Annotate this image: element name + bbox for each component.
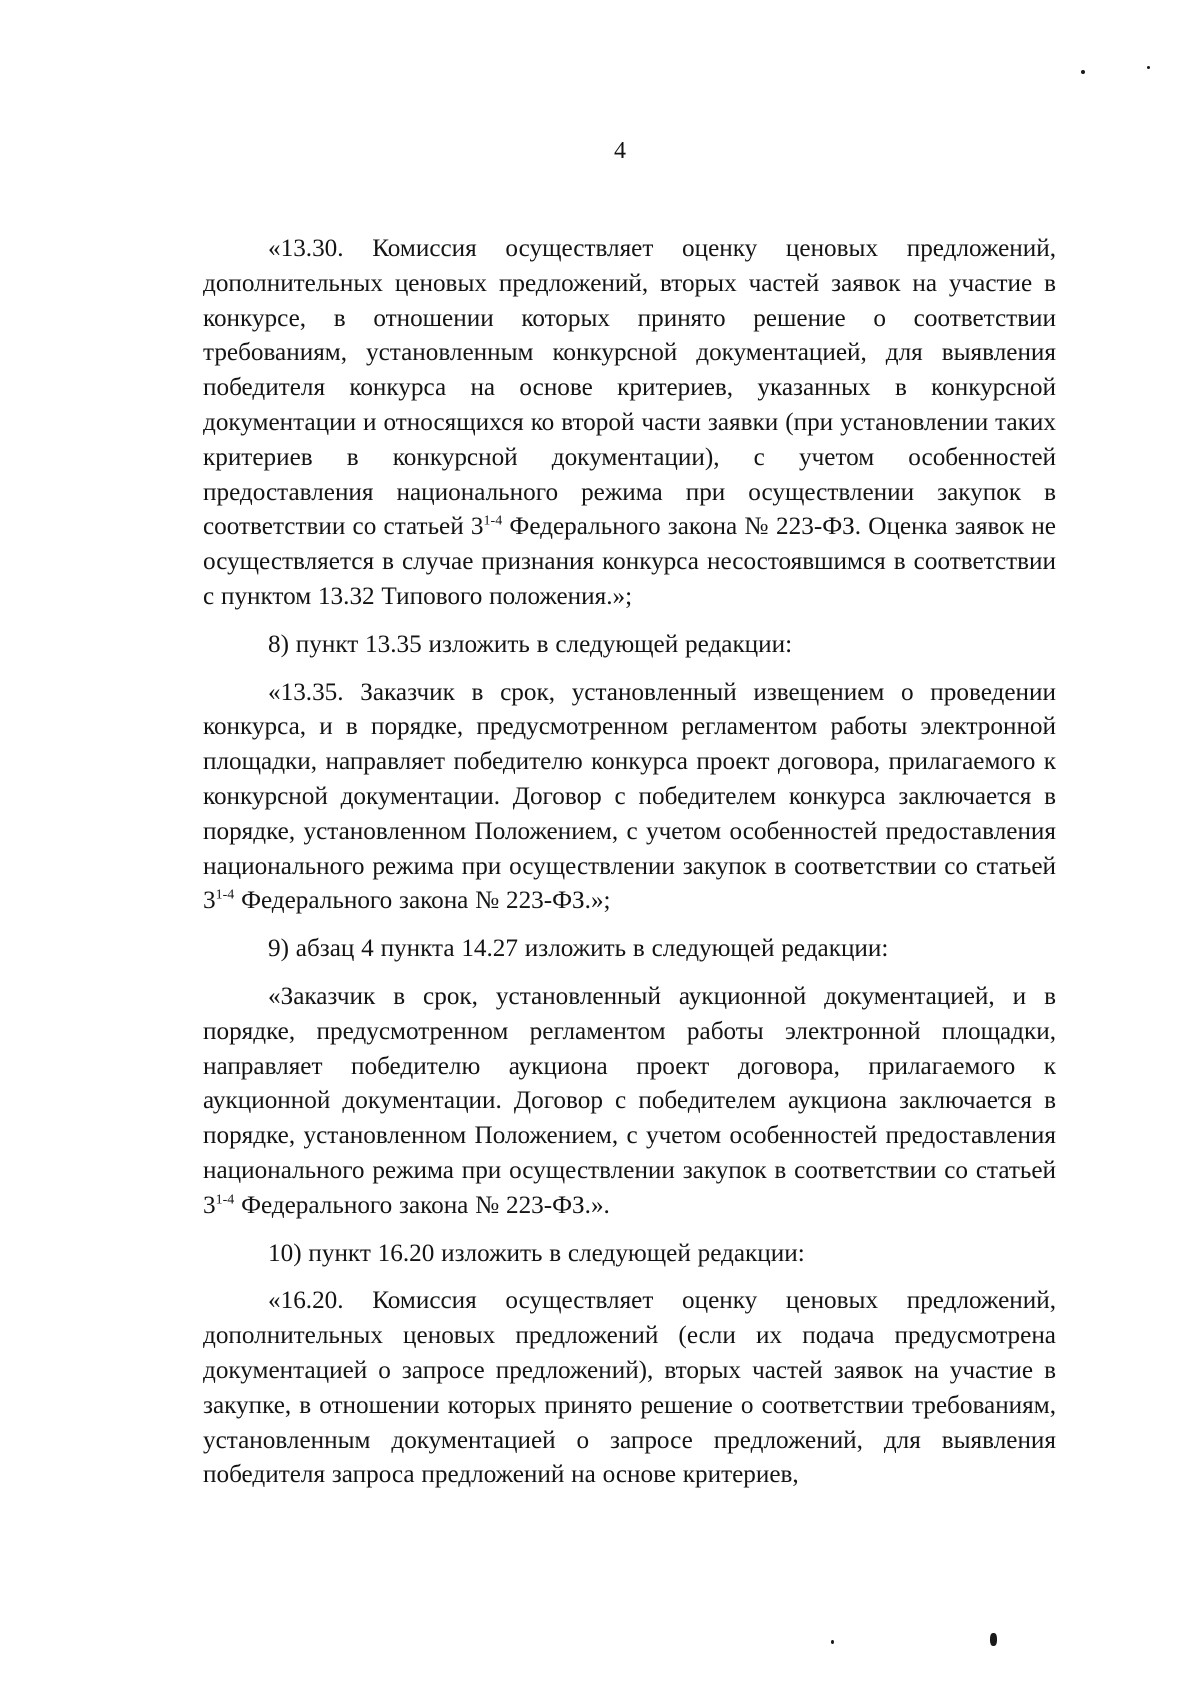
paragraph-13-30 bbox=[203, 232, 1056, 615]
scan-speck bbox=[1147, 66, 1150, 69]
amendment-item-8: 8) пункт 13.35 изложить в следующей редакции: bbox=[268, 630, 793, 658]
paragraph-text: Федерального закона № 223-ФЗ.». bbox=[234, 1191, 610, 1219]
page-number: 4 bbox=[614, 138, 626, 164]
paragraph-text: «13.35. Заказчик в срок, установленный извещением о проведении конкурса, и в порядке, предусмотренном регламентом работы электронной площадки, направляет победителю конкурса проект договора, прилагаемого к конкурсной документации. Договор с победителем конкурса заключается в порядке, установленном Положением, с учетом особенностей предоставления национального режима при осуществлении закупок в соответствии со статьей 3 bbox=[203, 678, 1056, 915]
document-body bbox=[203, 232, 1056, 1493]
superscript: 1-4 bbox=[215, 1192, 235, 1208]
paragraph-text: Федерального закона № 223-ФЗ.»; bbox=[234, 887, 611, 915]
amendment-item-10: 10) пункт 16.20 изложить в следующей редакции: bbox=[268, 1239, 805, 1267]
paragraph-text: «13.30. Комиссия осуществляет оценку ценовых предложений, дополнительных ценовых предложений, вторых частей заявок на участие в конкурсе, в отношении которых принято решение о соответствии требованиям, установленным конкурсной документацией, для выявления победителя конкурса на основе критериев, указанных в конкурсной документации и относящихся ко второй части заявки (при установлении таких критериев в конкурсной документации), с учетом особенностей предоставления национального режима при осуществлении закупок в соответствии со статьей 3 bbox=[203, 235, 1056, 541]
superscript: 1-4 bbox=[483, 513, 503, 529]
paragraph-13-35 bbox=[203, 676, 1056, 920]
paragraph-text: «Заказчик в срок, установленный аукционной документацией, и в порядке, предусмотренном регламентом работы электронной площадки, направляет победителю аукциона проект договора, прилагаемого к аукционной документации. Договор с победителем аукциона заключается в порядке, установленном Положением, с учетом особенностей предоставления национального режима при осуществлении закупок в соответствии со статьей 3 bbox=[203, 982, 1056, 1219]
amendment-item-9: 9) абзац 4 пункта 14.27 изложить в следующей редакции: bbox=[268, 935, 889, 963]
scan-speck bbox=[831, 1640, 834, 1644]
paragraph-14-27 bbox=[203, 980, 1056, 1224]
scan-speck bbox=[990, 1633, 997, 1646]
superscript: 1-4 bbox=[215, 887, 235, 903]
paragraph-16-20: «16.20. Комиссия осуществляет оценку ценовых предложений, дополнительных ценовых предложений (если их подача предусмотрена документацией о запросе предложений), вторых частей заявок на участие в закупке, в отношении которых принято решение о соответствии требованиям, установленным документацией о запросе предложений, для выявления победителя запроса предложений на основе критериев, bbox=[203, 1287, 1056, 1489]
scan-speck bbox=[1081, 70, 1085, 74]
paragraph-text: Федерального закона № 223-ФЗ. Оценка заявок не осуществляется в случае признания конкурса несостоявшимся в соответствии с пунктом 13.32 Типового положения.»; bbox=[203, 513, 1056, 610]
